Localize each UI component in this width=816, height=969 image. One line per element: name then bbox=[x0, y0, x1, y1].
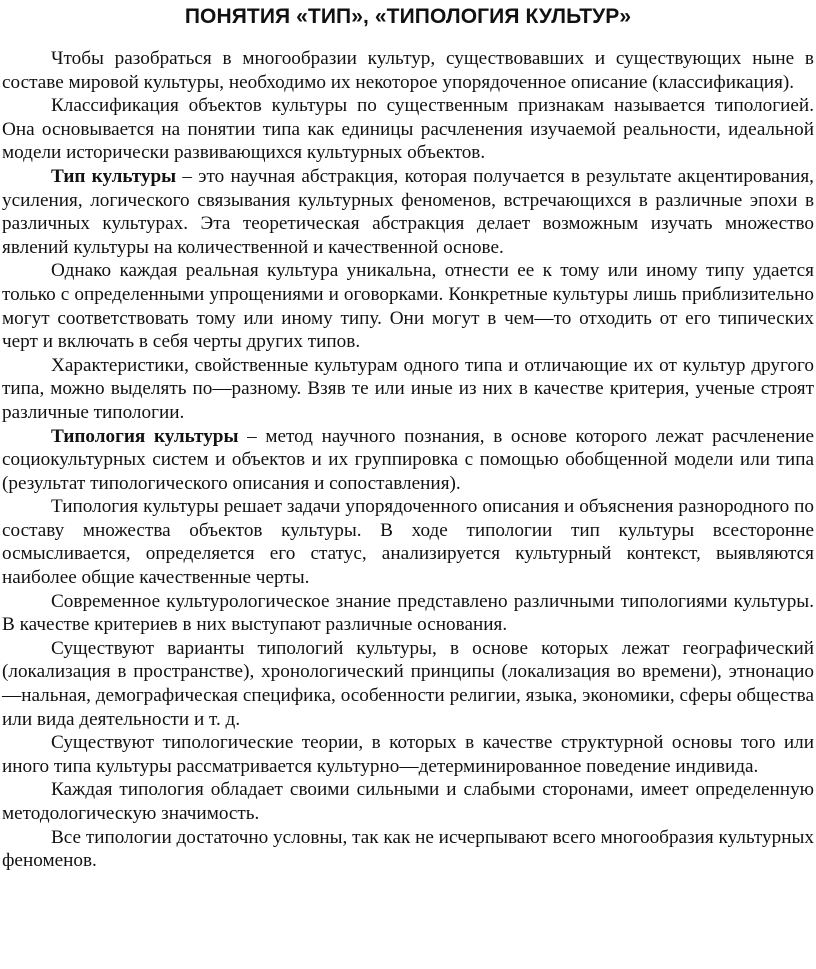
paragraph-text: Классификация объектов культуры по существенным признакам называется типологией. Она основывается на понятии типа как единицы расчленения изучаемой реальности, идеальной модели исторически развивающихся культурных объектов. bbox=[2, 95, 814, 164]
paragraph-text: Каждая типология обладает своими сильными и слабыми сторонами, имеет определенную методологическую значимость. bbox=[2, 779, 814, 824]
paragraph-text: Современное культурологическое знание представлено различными типологиями культуры. В качестве критериев в них выступают различные основания. bbox=[2, 590, 814, 636]
paragraph bbox=[2, 778, 814, 825]
paragraph-text: – это научная абстракция, которая получается в результате акцентирования, усиления, логического связывания культурных феноменов, встречающихся в различные эпохи в различных культурах. Эта теоретическая абстракция делает возможным изучать множество явлений культуры на количественной и качественной основе. bbox=[2, 165, 814, 258]
paragraph bbox=[2, 590, 814, 637]
paragraph bbox=[2, 94, 814, 165]
paragraph-text: Характеристики, свойственные культурам одного типа и отличающие их от культур другого типа, можно выделять по—разному. Взяв те или иные из них в качестве критерия, ученые строят различные типологии. bbox=[2, 354, 814, 423]
definition-term: Тип культуры bbox=[51, 165, 177, 187]
paragraph-text: Однако каждая реальная культура уникальна, отнести ее к тому или иному типу удается только с определенными упрощениями и оговорками. Конкретные культуры лишь приблизительно могут соответствовать тому или иному типу. Они могут в чем—то отходить от его типических черт и включать в себя черты других типов. bbox=[2, 260, 814, 353]
paragraph bbox=[2, 637, 814, 731]
paragraph bbox=[2, 495, 814, 589]
paragraph-text: Все типологии достаточно условны, так как не исчерпывают всего многообразия культурных феноменов. bbox=[2, 826, 814, 872]
paragraph bbox=[2, 425, 814, 496]
definition-term: Типология культуры bbox=[51, 425, 239, 447]
paragraph bbox=[2, 731, 814, 778]
paragraph bbox=[2, 826, 814, 873]
document-title: ПОНЯТИЯ «ТИП», «ТИПОЛОГИЯ КУЛЬТУР» bbox=[184, 5, 632, 28]
paragraph-text: Типология культуры решает задачи упорядоченного описания и объяснения разнородного по составу множества объектов культуры. В ходе типологии тип культуры всесторонне осмысливается, определяется его статус, анализируется культурный контекст, выявляются наиболее общие качественные черты. bbox=[2, 496, 814, 589]
paragraph-text: Существуют типологические теории, в которых в качестве структурной основы того или иного типа культуры рассматривается культурно—детерминированное поведение индивида. bbox=[2, 732, 814, 777]
paragraph bbox=[2, 47, 814, 94]
paragraph bbox=[2, 354, 814, 425]
paragraph-text: – метод научного познания, в основе которого лежат расчленение социокультурных систем и объектов и их группировка с помощью обобщенной модели или типа (результат типологического описания и сопоставления). bbox=[2, 425, 814, 494]
paragraph-text: Существуют варианты типологий культуры, в основе которых лежат географический (локализация в пространстве), хронологический принципы (локализация во времени), этнонацио—нальная, демографическая специфика, особенности религии, языка, экономики, сферы общества или вида деятельности и т. д. bbox=[2, 637, 814, 730]
paragraph-text: Чтобы разобраться в многообразии культур, существовавших и существующих ныне в составе мировой культуры, необходимо их некоторое упорядоченное описание (классификация). bbox=[2, 48, 814, 93]
paragraph bbox=[2, 165, 814, 259]
paragraph bbox=[2, 259, 814, 353]
